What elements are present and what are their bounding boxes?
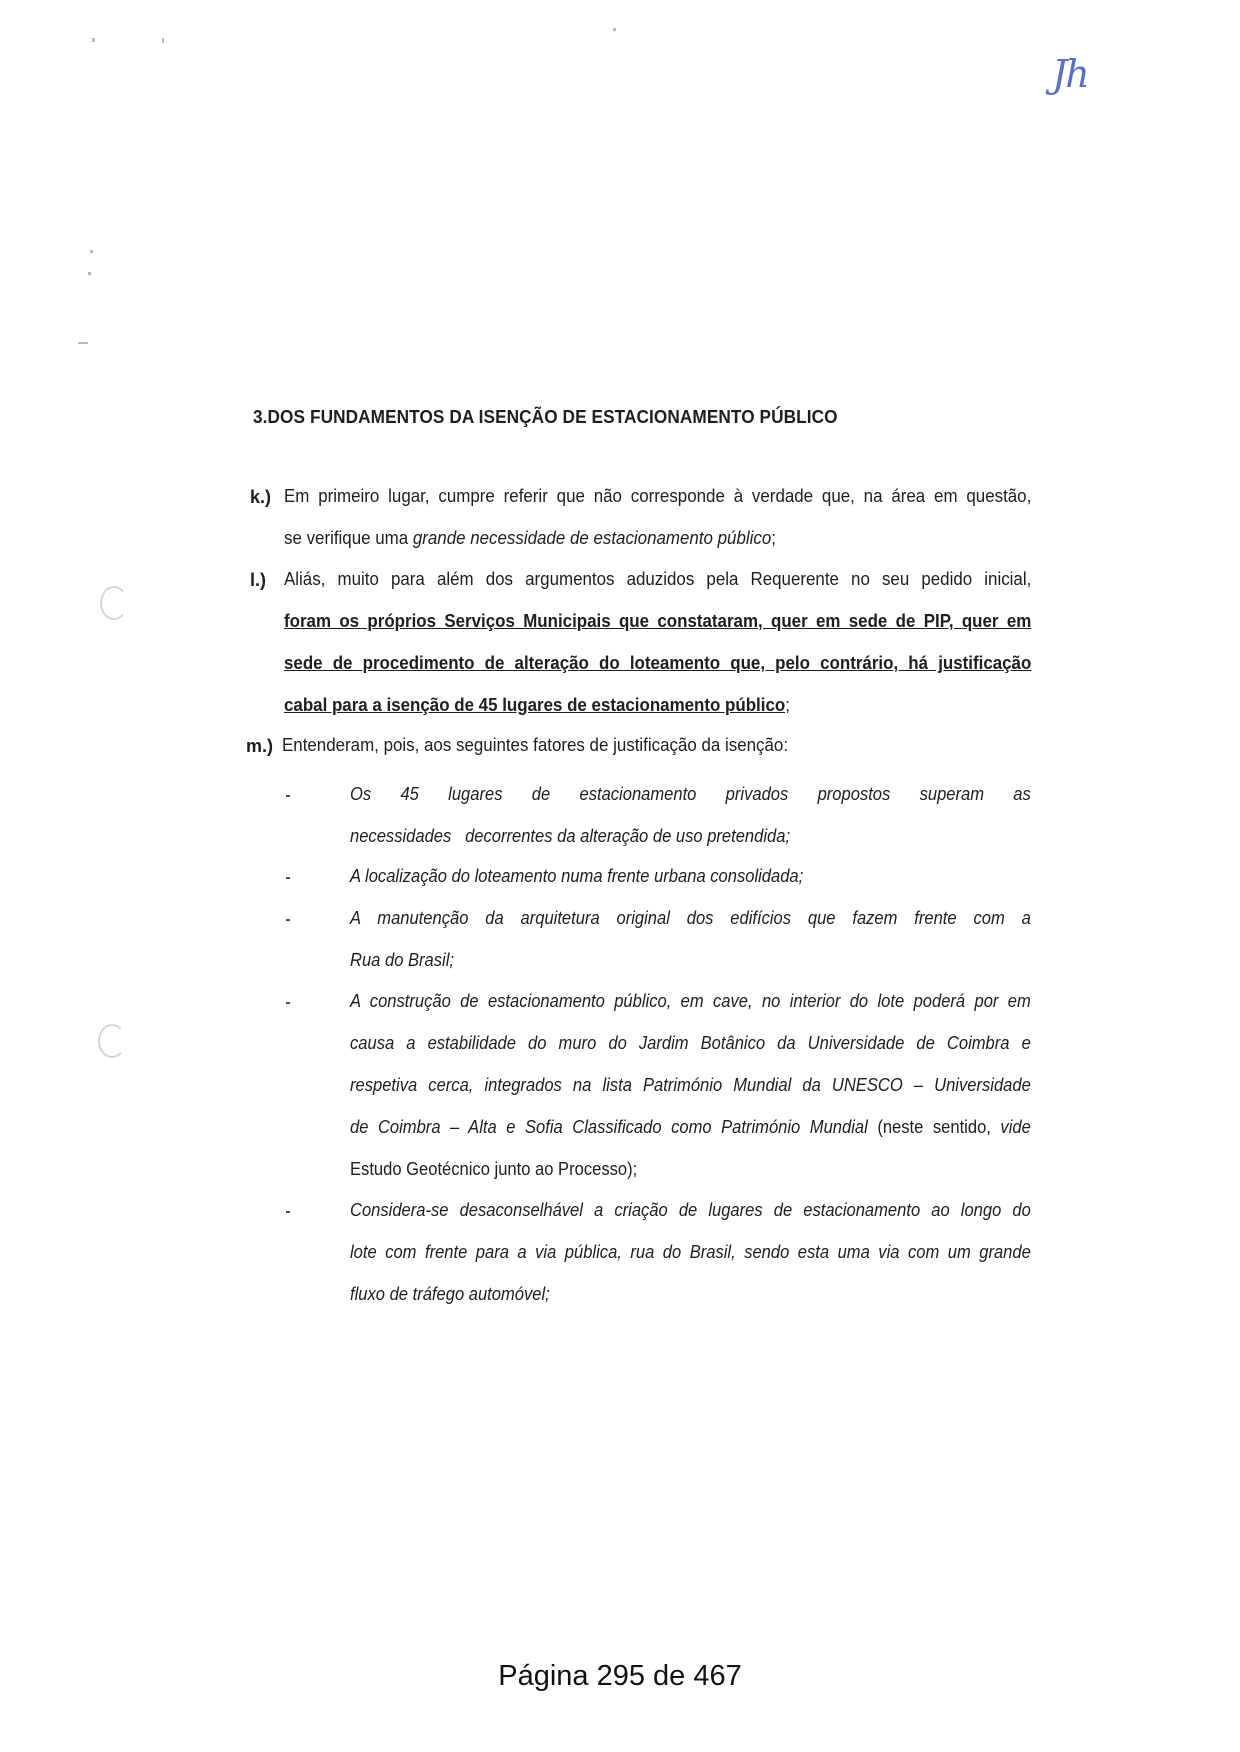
scan-speck (90, 250, 93, 253)
clause-marker: m.) (246, 736, 273, 756)
punch-hole-mark (100, 586, 128, 620)
bullet-dash: - (285, 869, 291, 886)
clause-line (284, 517, 1031, 559)
clause-line (284, 684, 1031, 726)
list-line (350, 1106, 1031, 1148)
list-line: necessidades decorrentes da alteração de uso pretendida; (350, 826, 791, 846)
handwritten-initials: Jh (1052, 52, 1088, 96)
text-run: ; (785, 695, 790, 715)
list-item-text (350, 855, 1031, 897)
text-run: (neste sentido, (867, 1117, 1001, 1137)
clause-body (282, 724, 1029, 766)
list-line: causa a estabilidade do muro do Jardim Botânico da Universidade de Coimbra e (350, 1033, 1031, 1053)
scan-speck (162, 38, 164, 43)
italic-phrase: vide (1000, 1117, 1031, 1137)
clause-marker: k.) (250, 487, 272, 507)
list-line: Considera-se desaconselhável a criação de lugares de estacionamento ao longo do (350, 1200, 1031, 1220)
bullet-dash: - (285, 787, 291, 804)
list-line: Os 45 lugares de estacionamento privados propostos superam as (350, 784, 1031, 804)
clause-body (284, 558, 1031, 726)
list-line: A localização do loteamento numa frente urbana consolidada; (350, 866, 804, 886)
clause-body (284, 475, 1031, 559)
scan-speck (88, 272, 91, 275)
list-line: lote com frente para a via pública, rua do Brasil, sendo esta uma via com um grande (350, 1242, 1031, 1262)
text-run: ; (771, 528, 776, 548)
italic-phrase: grande necessidade de estacionamento público (412, 528, 772, 548)
list-line: A construção de estacionamento público, em cave, no interior do lote poderá por em (350, 991, 1031, 1011)
bullet-dash: - (285, 994, 291, 1011)
punch-hole-mark (98, 1024, 126, 1058)
list-line: respetiva cerca, integrados na lista Património Mundial da UNESCO – Universidade (350, 1075, 1031, 1095)
section-heading: 3.DOS FUNDAMENTOS DA ISENÇÃO DE ESTACIONAMENTO PÚBLICO (253, 406, 838, 427)
clause-line: Entenderam, pois, aos seguintes fatores de justificação da isenção: (282, 735, 789, 755)
scan-speck (92, 38, 95, 42)
list-line: A manutenção da arquitetura original dos edifícios que fazem frente com a (350, 908, 1031, 928)
list-line: fluxo de tráfego automóvel; (350, 1284, 550, 1304)
list-line: Rua do Brasil; (350, 950, 455, 970)
page-number: Página 295 de 467 (498, 1660, 742, 1692)
list-line: Estudo Geotécnico junto ao Processo); (350, 1159, 638, 1179)
bullet-dash: - (285, 1203, 291, 1220)
clause-marker: l.) (250, 570, 266, 590)
scan-speck (78, 342, 88, 344)
list-item-text (350, 773, 1031, 857)
clause-line: Em primeiro lugar, cumpre referir que não corresponde à verdade que, na área em questão, (284, 486, 1032, 506)
underlined-phrase: cabal para a isenção de 45 lugares de estacionamento público (284, 695, 786, 715)
text-run: se verifique uma (284, 528, 413, 548)
italic-phrase: de Coimbra – Alta e Sofia Classificado como Património Mundial (350, 1117, 868, 1137)
underlined-line: foram os próprios Serviços Municipais que constataram, quer em sede de PIP, quer em (284, 611, 1032, 631)
list-item-text (350, 1189, 1031, 1315)
underlined-line: sede de procedimento de alteração do loteamento que, pelo contrário, há justificação (284, 653, 1032, 673)
scan-speck (613, 28, 616, 31)
clause-line: Aliás, muito para além dos argumentos aduzidos pela Requerente no seu pedido inicial, (284, 569, 1032, 589)
list-item-text (350, 897, 1031, 981)
bullet-dash: - (285, 911, 291, 928)
list-item-text (350, 980, 1031, 1190)
